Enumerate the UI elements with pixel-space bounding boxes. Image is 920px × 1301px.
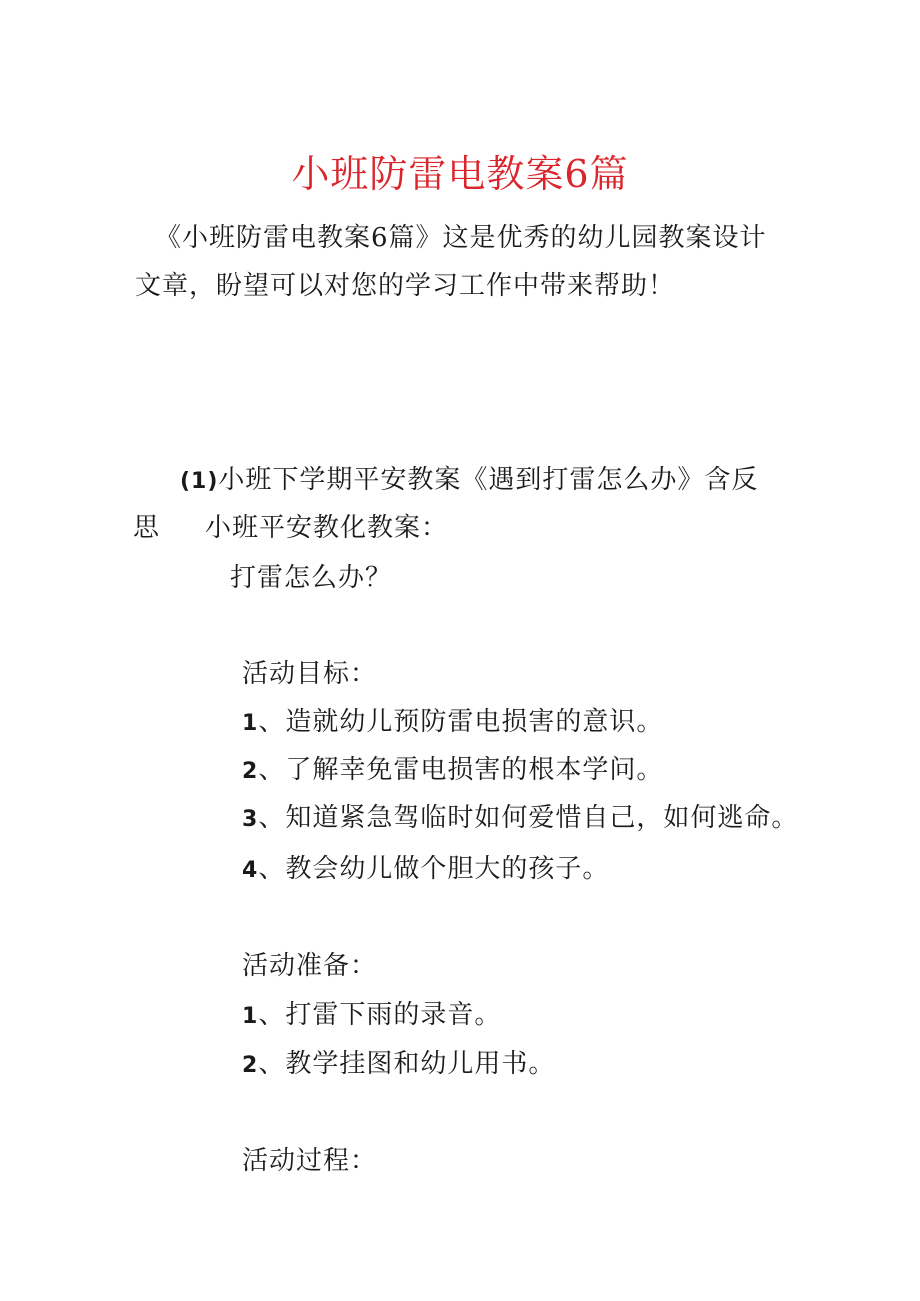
prep-item: 2、教学挂图和幼儿用书。: [242, 1049, 556, 1079]
goal-item: 1、造就幼儿预防雷电损害的意识。: [242, 707, 664, 737]
prep-item: 1、打雷下雨的录音。: [242, 1000, 502, 1030]
section-1-heading-line2-rest: 小班平安教化教案：: [205, 513, 449, 543]
goals-heading: 活动目标：: [242, 659, 378, 689]
section-1-heading-line2-start: 思: [133, 513, 161, 543]
section-1-number: (1): [180, 469, 219, 494]
process-heading: 活动过程：: [242, 1146, 378, 1176]
prep-heading: 活动准备：: [242, 951, 378, 981]
goal-item: 3、知道紧急驾临时如何爱惜自己，如何逃命。: [242, 803, 799, 833]
document-title: 小班防雷电教案6篇: [291, 152, 629, 196]
intro-paragraph: 《小班防雷电教案6篇》这是优秀的幼儿园教案设计文章，盼望可以对您的学习工作中带来帮助！: [135, 223, 767, 301]
section-1-heading-line1: [180, 462, 758, 500]
goal-item: 4、教会幼儿做个胆大的孩子。: [242, 854, 610, 884]
section-1-subtitle: 打雷怎么办？: [230, 563, 393, 593]
goal-item: 2、了解幸免雷电损害的根本学问。: [242, 755, 664, 785]
section-1-heading-text: 小班下学期平安教案《遇到打雷怎么办》含反: [218, 465, 759, 495]
